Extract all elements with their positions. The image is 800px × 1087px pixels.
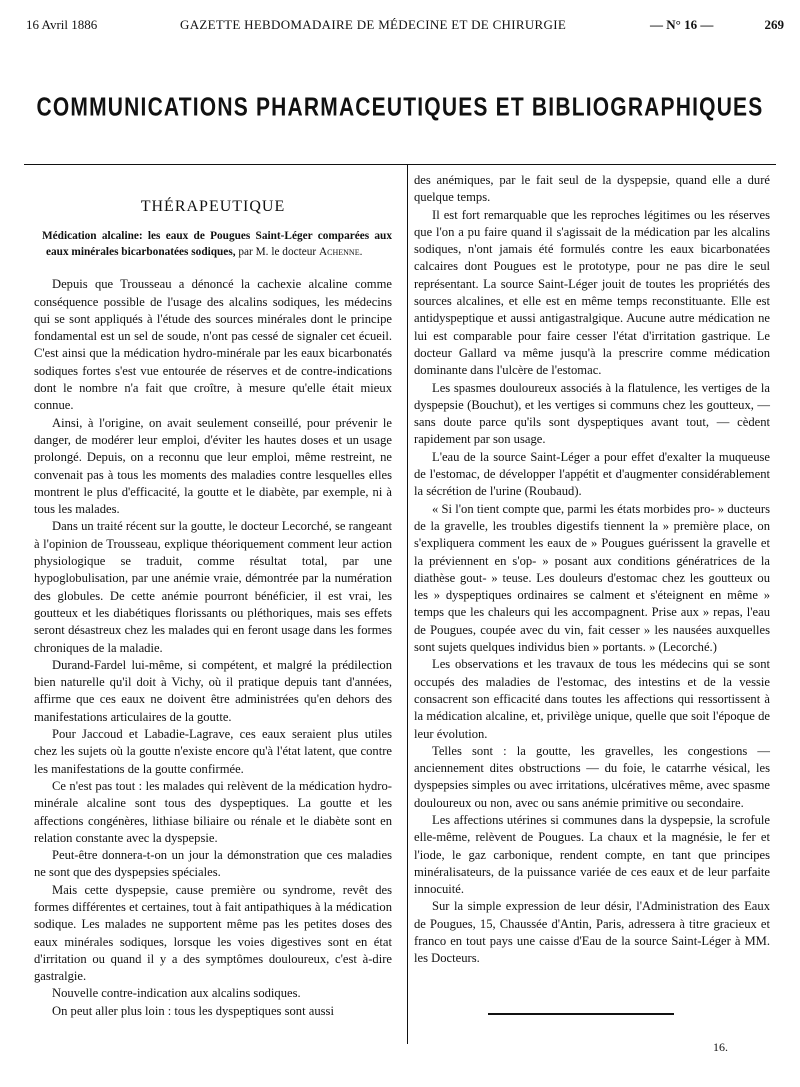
paragraph: On peut aller plus loin : tous les dyspeptiques sont aussi: [52, 1003, 334, 1018]
paragraph: Dans un traité récent sur la goutte, le docteur Lecorché, se rangeant à l'opinion de Trousseau, explique théoriquement comment leur action physiologique se traduit, comme résultat total, par une hypoglobulisation, par une anémie vraie, démontrée par la numération des globules. De cette anémie pourront bénéficier, il est vrai, les goutteux et les diabétiques florissants ou pléthoriques, mais ses effets seront désastreux chez les malades qui en feront usage dans les formes chroniques de la maladie.: [34, 519, 392, 655]
page-title: COMMUNICATIONS PHARMACEUTIQUES ET BIBLIOGRAPHIQUES: [36, 93, 764, 122]
running-header: [22, 14, 784, 36]
column-divider: [407, 164, 408, 1044]
paragraph: Les observations et les travaux de tous les médecins qui se sont occupés des maladies de l'estomac, des intestins et de la vessie consacrent son efficacité dans toutes les affections qui ressortissent à la médication alcaline, et, privilège unique, quelle que soit l'époque de leur évolution.: [414, 657, 770, 741]
section-title: THÉRAPEUTIQUE: [140, 198, 286, 215]
paragraph: Nouvelle contre-indication aux alcalins sodiques.: [52, 986, 301, 1001]
left-column: [34, 176, 392, 1020]
paragraph: Il est fort remarquable que les reproches légitimes ou les réserves que l'on a pu faire quand il s'agissait de la médication par les alcalins sodiques, n'ont jamais été formulés contre les eaux bicarbonatées calcaires dont Pougues est le prototype, pour ne pas dire le seul représentant. La source Saint-Léger jouit de toutes les propriétés des sources alcalines, et elle est en même temps reconstituante. Elle est antidyspeptique et aussi antigastralgique. Aucune autre médication ne lui est comparable pour faire cesser l'état d'irritation gastrique. Le docteur Gallard va même jusqu'à la prescrire comme médication dominante dans l'ulcère de l'estomac.: [414, 207, 770, 378]
paragraph: Ce n'est pas tout : les malades qui relèvent de la médication hydro-minérale alcaline sont tous des dyspeptiques. La goutte et les affections congénères, lithiase biliaire ou rénale et le diabète sont en relation constante avec la dyspepsie.: [34, 778, 392, 845]
article-author: Achenne.: [319, 245, 363, 258]
paragraph: Depuis que Trousseau a dénoncé la cachexie alcaline comme conséquence possible de l'usage des alcalins sodiques, les médecins qui se sont appliqués à l'étude des sources minérales dont le principe fondamental est un sel de soude, n'ont pas cessé de signaler cet écueil. C'est ainsi que la médication hydro-minérale par les eaux bicarbonatés sodiques fortes s'est vue entourée de réserves et de contre-indications dont le nombre n'a fait que croître, à mesure qu'elle était mieux connue.: [34, 277, 392, 413]
paragraph: Les affections utérines si communes dans la dyspepsie, la scrofule elle-même, relèvent de Pougues. La chaux et la magnésie, le fer et l'iode, le gaz carbonique, rendent compte, en tant que principes minéralisateurs, de la puissance variée de ces eaux et de leur parfaite innocuité.: [414, 812, 770, 897]
paragraph: Ainsi, à l'origine, on avait seulement conseillé, pour prévenir le danger, de modérer leur emploi, d'éviter les hautes doses et un usage prolongé. Depuis, on a reconnu que leur emploi, même restreint, ne convenait pas à tous les moments des maladies contre lesquelles elles montrent le plus d'efficacité, la goutte et le diabète, par exemple, ni à tous les malades.: [34, 415, 392, 517]
header-journal-title: GAZETTE HEBDOMADAIRE DE MÉDECINE ET DE CHIRURGIE: [180, 17, 567, 32]
paragraph: Les spasmes douloureux associés à la flatulence, les vertiges de la dyspepsie (Bouchut), et les vertiges si communs chez les goutteux, — sans doute parce qu'ils sont dyspeptiques avant tout, — cèdent rapidement par son usage.: [414, 380, 770, 447]
paragraph: des anémiques, par le fait seul de la dyspepsie, quand elle a duré quelque temps.: [414, 173, 770, 205]
paragraph: Pour Jaccoud et Labadie-Lagrave, ces eaux seraient plus utiles chez les sujets où la goutte n'existe encore qu'à l'état latent, que contre les manifestations de la goutte confirmée.: [34, 727, 392, 776]
end-rule: [488, 1013, 674, 1015]
paragraph: Peut-être donnera-t-on un jour la démonstration que ces maladies ne sont que des dyspepsies spéciales.: [34, 848, 392, 880]
header-issue-number: — N° 16 —: [650, 17, 714, 32]
paragraph: Durand-Fardel lui-même, si compétent, et malgré la prédilection bien naturelle qu'il doit à Vichy, où il pratique depuis tant d'années, affirme que ces eaux ne doivent être administrées qu'en dehors des manifestations articulaires de la goutte.: [34, 657, 392, 724]
paragraph: Mais cette dyspepsie, cause première ou syndrome, revêt des formes différentes et certaines, tout à fait antipathiques à la médication sodique. Les malades ne supportent même pas les petites doses des eaux minérales sodiques, lorsque les voies digestives sont en état d'irritation ou quand il y a des symptômes douloureux, c'est à-dire gastralgie.: [34, 882, 392, 984]
paragraph: Sur la simple expression de leur désir, l'Administration des Eaux de Pougues, 15, Chaussée d'Antin, Paris, adressera à titre gracieux et franco en tout pays une caisse d'Eau de la source Saint-Léger à MM. les Docteurs.: [414, 899, 770, 966]
article-heading-title: Médication alcaline: les eaux de Pougues Saint-Léger comparées aux eaux minérales bicarbonatées sodiques,: [42, 230, 392, 258]
article-heading: [42, 229, 392, 260]
title-rule: [24, 164, 776, 165]
right-column: [414, 172, 770, 968]
header-date: 16 Avril 1886: [26, 17, 98, 32]
header-page-number: 269: [764, 17, 784, 32]
quotation: « Si l'on tient compte que, parmi les états morbides pro- » ducteurs de la gravelle, les troubles digestifs tiennent la » première place, on s'expliquera comment les eaux de » Pougues guérissent la gravelle et la préviennent en s'op- » posant aux conditions génératrices de la diathèse gout- » teuse. Les douleurs d'estomac chez les goutteux ou les » dyspeptiques ordinaires se calment et s'éteignent en même » temps que les chaleurs qui les accompagnent. Prise aux » repas, l'eau de Pougues, coupée avec du vin, fait cesser » les nausées auxquelles sont sujets quelques individus bien » portants. » (Lecorché.): [414, 501, 770, 655]
paragraph: Telles sont : la goutte, les gravelles, les congestions — anciennement dites obstructions — du foie, le catarrhe vésical, les dyspepsies simples ou avec irritations, ulcératives même, avec spasme douloureux ou non, avec ou sans anémie primitive ou secondaire.: [414, 743, 770, 810]
article-heading-byline: par M. le docteur: [235, 245, 319, 258]
footer-page-number: 16.: [713, 1040, 728, 1054]
paragraph: L'eau de la source Saint-Léger a pour effet d'exalter la muqueuse de l'estomac, de développer l'appétit et d'augmenter considérablement la sécrétion de l'urine (Roubaud).: [414, 449, 770, 499]
